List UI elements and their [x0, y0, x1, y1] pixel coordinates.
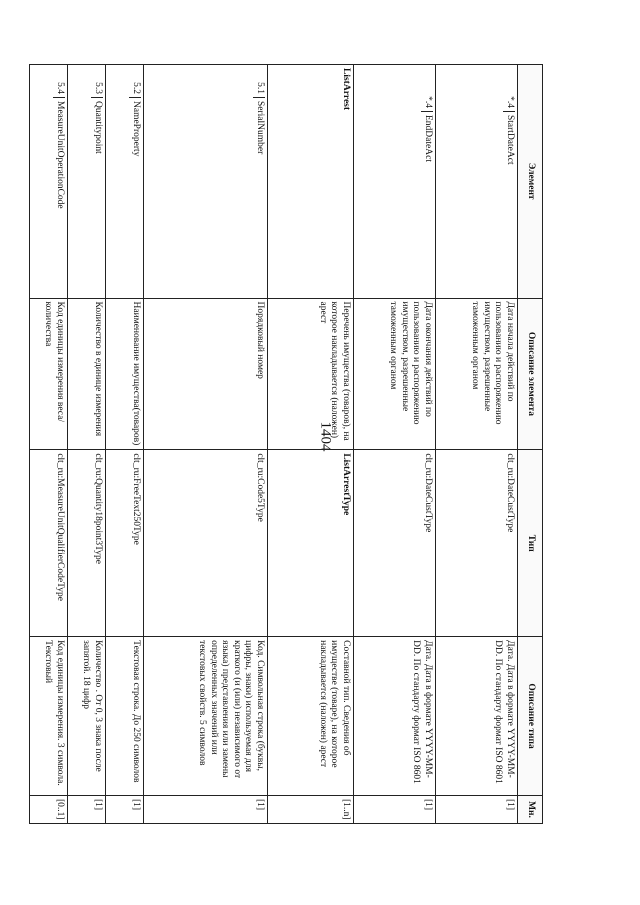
rotated-table-content [43, 64, 543, 824]
cell-element [106, 65, 144, 299]
cell-element-description: Наименование имущества(товаров) [106, 298, 144, 450]
cell-type: clt_ru:MeasureUnitQualifierCodeType [30, 450, 68, 637]
cell-element-description: Количество в единице измерения [68, 298, 106, 450]
table-row [268, 65, 354, 824]
element-name: Quantitypoint [93, 101, 103, 154]
table-row [68, 65, 106, 824]
cell-type: clt_ru:DateCustType [436, 450, 518, 637]
cell-element [30, 65, 68, 299]
cell-multiplicity: [1..n] [268, 795, 354, 823]
cell-multiplicity: [1] [68, 795, 106, 823]
table-row [30, 65, 68, 824]
level-number: *.4 [503, 68, 515, 112]
header-type-description: Описание типа [518, 637, 543, 796]
cell-type-description: Составной тип. Сведения об имуществе (товаре), на которое накладывается (наложен) арест [268, 637, 354, 796]
element-name: SerialNumber [255, 101, 265, 155]
level-number: 5.3 [91, 68, 103, 98]
cell-multiplicity: [1] [144, 795, 268, 823]
header-multiplicity: Мн. [518, 795, 543, 823]
cell-multiplicity: [1] [436, 795, 518, 823]
cell-multiplicity: [0..1] [30, 795, 68, 823]
rotated-table-frame [43, 64, 543, 824]
cell-type-description: Дата. Дата в формате YYYY-MM-DD. По стандарту формат ISO 8601 [436, 637, 518, 796]
schema-table [29, 64, 543, 824]
element-name: EndDateAct [423, 115, 433, 162]
cell-type-description: Код. Символьная строка (буквы, цифры, знаки) используемая для краткого (и (или) независимого от языка) представления или замены определенных значений или текстовых свойств. 5 символов [144, 637, 268, 796]
element-name: MeasureUnitOperationCode [55, 101, 65, 209]
cell-element-description: Порядковый номер [144, 298, 268, 450]
level-number: *.4 [421, 68, 433, 112]
cell-type: clt_ru:FreeText250Type [106, 450, 144, 637]
cell-element-description: Дата начала действий по пользованию и распоряжению имуществом, разрешенные таможенным органом [436, 298, 518, 450]
cell-type: clt_ru:DateCustType [354, 450, 436, 637]
header-element-description: Описание элемента [518, 298, 543, 450]
cell-element [436, 65, 518, 299]
level-number: 5.1 [253, 68, 265, 98]
level-number: 5.2 [129, 68, 141, 98]
cell-type-description: Текстовая строка. До 250 символов [106, 637, 144, 796]
cell-multiplicity: [1] [354, 795, 436, 823]
element-name: ListArrest [341, 68, 351, 111]
cell-element-description: Дата окончания действий по пользованию и распоряжению имуществом, разрешенные таможенным органом [354, 298, 436, 450]
cell-type-description: Количество . От 0, 3 знака после запятой. 18 цифр [68, 637, 106, 796]
cell-type-description: Код единицы измерения. 3 символа. Текстовый [30, 637, 68, 796]
header-type: Тип [518, 450, 543, 637]
cell-element [354, 65, 436, 299]
cell-element-description: Перечень имущества (товаров), на которое накладывается (наложен) арест [268, 298, 354, 450]
cell-type: clt_ru:Code5Type [144, 450, 268, 637]
cell-element [68, 65, 106, 299]
table-row [144, 65, 268, 824]
table-row [436, 65, 518, 824]
cell-element-description: Код единицы измерения веса/количества [30, 298, 68, 450]
cell-type: ListArrestType [268, 450, 354, 637]
table-header-row [518, 65, 543, 824]
table-row [354, 65, 436, 824]
level-number: 5.4 [53, 68, 65, 98]
table-row [106, 65, 144, 824]
cell-multiplicity: [1] [106, 795, 144, 823]
cell-type-description: Дата. Дата в формате YYYY-MM-DD. По стандарту формат ISO 8601 [354, 637, 436, 796]
header-element: Элемент [518, 65, 543, 299]
page-number: 1404 [317, 421, 334, 452]
cell-element [268, 65, 354, 299]
cell-type: clt_ru:Quantity18point3Type [68, 450, 106, 637]
element-name: NameProperty [131, 101, 141, 157]
element-name: StartDateAct [505, 115, 515, 165]
cell-element [144, 65, 268, 299]
